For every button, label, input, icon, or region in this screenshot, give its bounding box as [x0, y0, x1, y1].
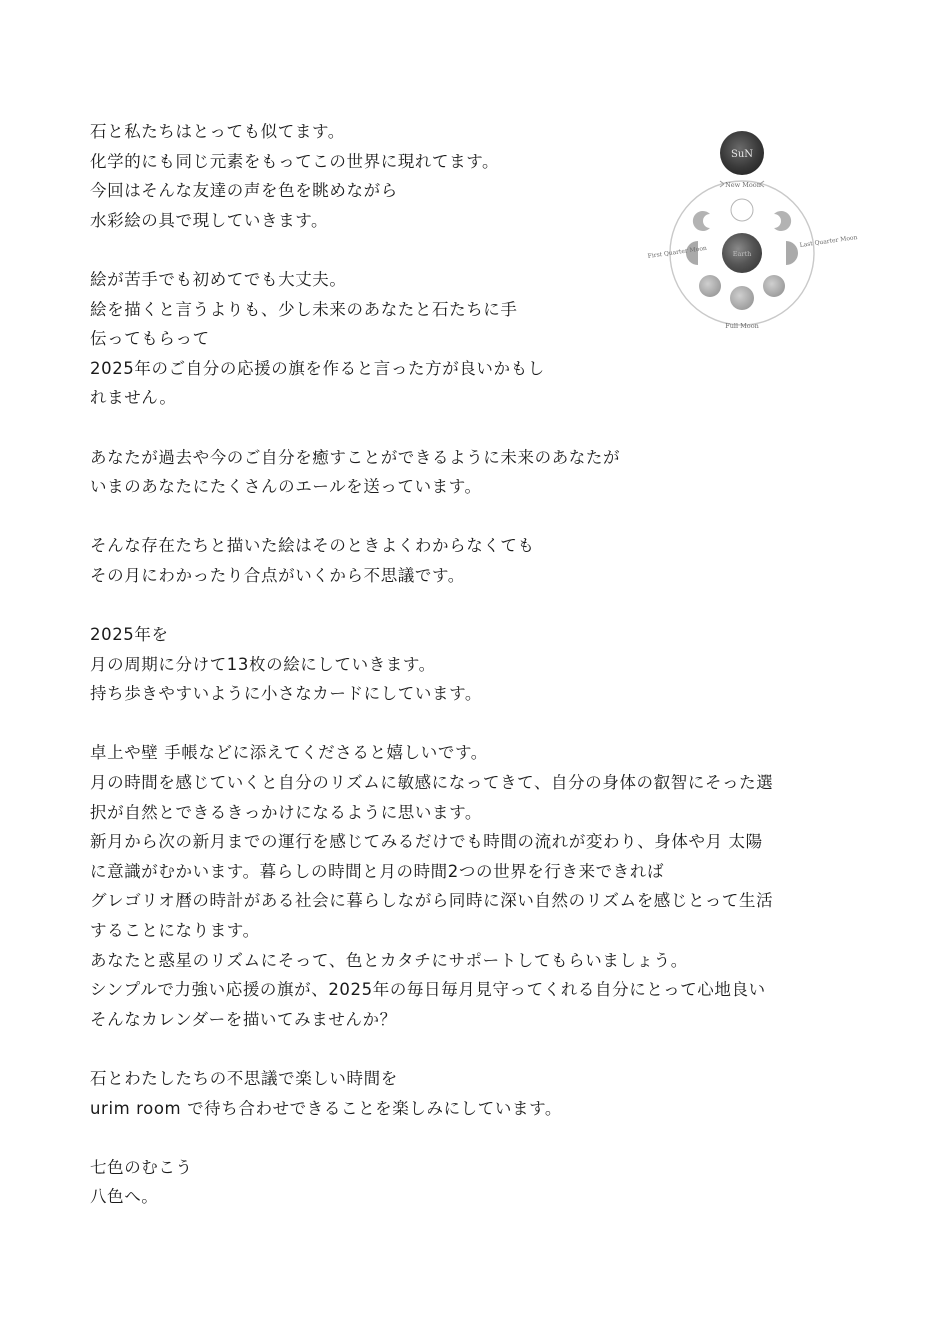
text-line: その月にわかったり合点がいくから不思議です。 — [90, 565, 465, 585]
paragraph-4 — [90, 531, 860, 590]
text-line: 卓上や壁 手帳などに添えてくださると嬉しいです。 — [90, 743, 488, 763]
moon-waning-gibbous — [763, 275, 785, 297]
paragraph-6 — [90, 738, 860, 1034]
moon-waxing-crescent — [693, 211, 710, 231]
paragraph-gap — [90, 591, 860, 621]
text-line: 2025年を — [90, 625, 169, 645]
text-line: 今回はそんな友達の声を色を眺めながら — [90, 181, 398, 201]
text-line: れません。 — [90, 388, 177, 408]
text-line: そんなカレンダーを描いてみませんか？ — [90, 1009, 397, 1029]
text-line: そんな存在たちと描いた絵はそのときよくわからなくても — [90, 536, 535, 556]
moon-last-quarter — [786, 241, 798, 265]
text-line: に意識がむかいます。暮らしの時間と月の時間2つの世界を行き来できれば — [90, 861, 665, 881]
text-line: 新月から次の新月までの運行を感じてみるだけでも時間の流れが変わり、身体や月 太陽 — [90, 832, 763, 852]
new-moon-label: New Moon — [725, 181, 761, 189]
text-line: 石とわたしたちの不思議で楽しい時間を — [90, 1069, 398, 1088]
full-moon-label: Full Moon — [725, 322, 759, 330]
moon-full — [730, 286, 754, 310]
moon-phase-illustration — [642, 128, 858, 350]
text-line: 絵が苦手でも初めてでも大丈夫。 — [90, 269, 347, 289]
moon-phase-diagram — [642, 128, 858, 350]
paragraph-gap — [90, 502, 860, 532]
text-line: いまのあなたにたくさんのエールを送っています。 — [90, 477, 482, 497]
earth-label: Earth — [732, 250, 752, 258]
text-line: 月の周期に分けて13枚の絵にしていきます。 — [90, 654, 436, 674]
text-line: 絵を描くと言うよりも、少し未来のあなたと石たちに手 — [90, 299, 518, 319]
paragraph-gap — [90, 1123, 860, 1153]
paragraph-gap — [90, 1034, 860, 1064]
moon-new — [731, 199, 753, 221]
text-line: urim room で待ち合わせできることを楽しみにしています。 — [90, 1098, 562, 1118]
first-quarter-label: First Quarter Moon — [647, 244, 708, 260]
paragraph-5 — [90, 620, 860, 709]
moon-waning-crescent — [774, 211, 791, 231]
text-line: することになります。 — [90, 921, 260, 941]
text-line: あなたと惑星のリズムにそって、色とカタチにサポートしてもらいましょう。 — [90, 950, 688, 970]
text-line: 月の時間を感じていくと自分のリズムに敏感になってきて、自分の身体の叡智にそった選 — [90, 773, 774, 793]
paragraph-3 — [90, 443, 860, 502]
text-line: 2025年のご自分の応援の旗を作ると言った方が良いかもし — [90, 358, 545, 378]
sun-label: SuN — [730, 149, 754, 160]
text-line: 持ち歩きやすいように小さなカードにしています。 — [90, 684, 482, 704]
paragraph-gap — [90, 413, 860, 443]
earth — [722, 233, 762, 273]
text-line: あなたが過去や今のご自分を癒すことができるように未来のあなたが — [90, 447, 621, 467]
text-line: 七色のむこう — [90, 1157, 193, 1177]
text-line: 石と私たちはとっても似てます。 — [90, 122, 345, 141]
sun — [720, 131, 764, 175]
paragraph-7 — [90, 1064, 860, 1123]
last-quarter-label: Last Quarter Moon — [799, 233, 858, 249]
text-line: 化学的にも同じ元素をもってこの世界に現れてます。 — [90, 151, 500, 171]
text-line: 択が自然とできるきっかけになるように思います。 — [90, 802, 482, 822]
text-line: 伝ってもらって — [90, 329, 210, 349]
paragraph-8 — [90, 1153, 860, 1212]
text-line: シンプルで力強い応援の旗が、2025年の毎日毎月見守ってくれる自分にとって心地良い — [90, 980, 766, 1000]
moon-waxing-gibbous — [699, 275, 721, 297]
paragraph-gap — [90, 709, 860, 739]
text-line: 八色へ。 — [90, 1187, 159, 1207]
text-line: グレゴリオ暦の時計がある社会に暮らしながら同時に深い自然のリズムを感じとって生活 — [90, 891, 774, 911]
text-line: 水彩絵の具で現していきます。 — [90, 210, 329, 230]
